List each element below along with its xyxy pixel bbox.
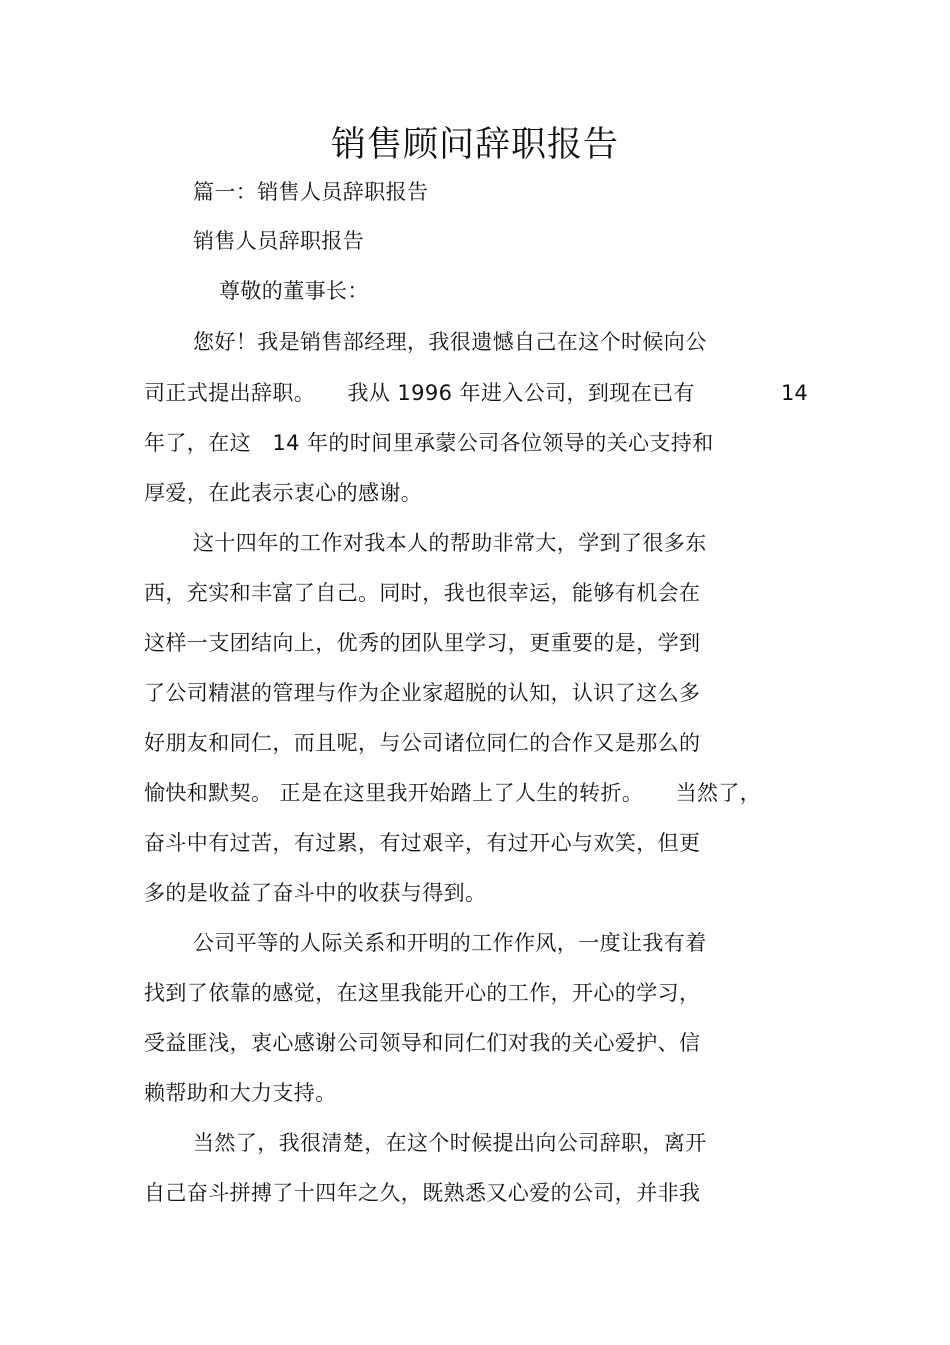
body-line: 了公司精湛的管理与作为企业家超脱的认知，认识了这么多 <box>144 681 701 705</box>
body-line: 年了，在这 14 年的时间里承蒙公司各位领导的关心支持和 <box>144 431 714 455</box>
body-line: 受益匪浅，衷心感谢公司领导和同仁们对我的关心爱护、信 <box>144 1031 701 1055</box>
body-line: 愉快和默契。 正是在这里我开始踏上了人生的转折。 当然了， <box>144 781 762 805</box>
body-line: 当然了，我很清楚，在这个时候提出向公司辞职，离开 <box>193 1131 707 1155</box>
body-line: 自己奋斗拼搏了十四年之久，既熟悉又心爱的公司，并非我 <box>144 1181 701 1205</box>
letter-heading: 销售人员辞职报告 <box>193 229 365 253</box>
body-line: 这样一支团结向上，优秀的团队里学习，更重要的是，学到 <box>144 631 701 655</box>
body-line: 您好！我是销售部经理，我很遗憾自己在这个时候向公 <box>193 330 707 354</box>
body-line: 奋斗中有过苦，有过累，有过艰辛，有过开心与欢笑，但更 <box>144 831 701 855</box>
body-line: 西，充实和丰富了自己。同时，我也很幸运，能够有机会在 <box>144 581 701 605</box>
body-line-tail: 14 <box>781 381 808 405</box>
document-title: 销售顾问辞职报告 <box>330 125 619 165</box>
section-heading: 篇一：销售人员辞职报告 <box>193 180 429 204</box>
body-line: 司正式提出辞职。 我从 1996 年进入公司，到现在已有 <box>144 381 695 405</box>
salutation: 尊敬的董事长： <box>219 279 369 303</box>
body-line: 厚爱，在此表示衷心的感谢。 <box>144 481 423 505</box>
body-line: 找到了依靠的感觉，在这里我能开心的工作，开心的学习， <box>144 981 701 1005</box>
body-line: 多的是收益了奋斗中的收获与得到。 <box>144 881 487 905</box>
body-line: 赖帮助和大力支持。 <box>144 1081 337 1105</box>
body-line: 这十四年的工作对我本人的帮助非常大，学到了很多东 <box>193 531 707 555</box>
body-line: 公司平等的人际关系和开明的工作作风，一度让我有着 <box>193 931 707 955</box>
body-line: 好朋友和同仁，而且呢，与公司诸位同仁的合作又是那么的 <box>144 731 701 755</box>
